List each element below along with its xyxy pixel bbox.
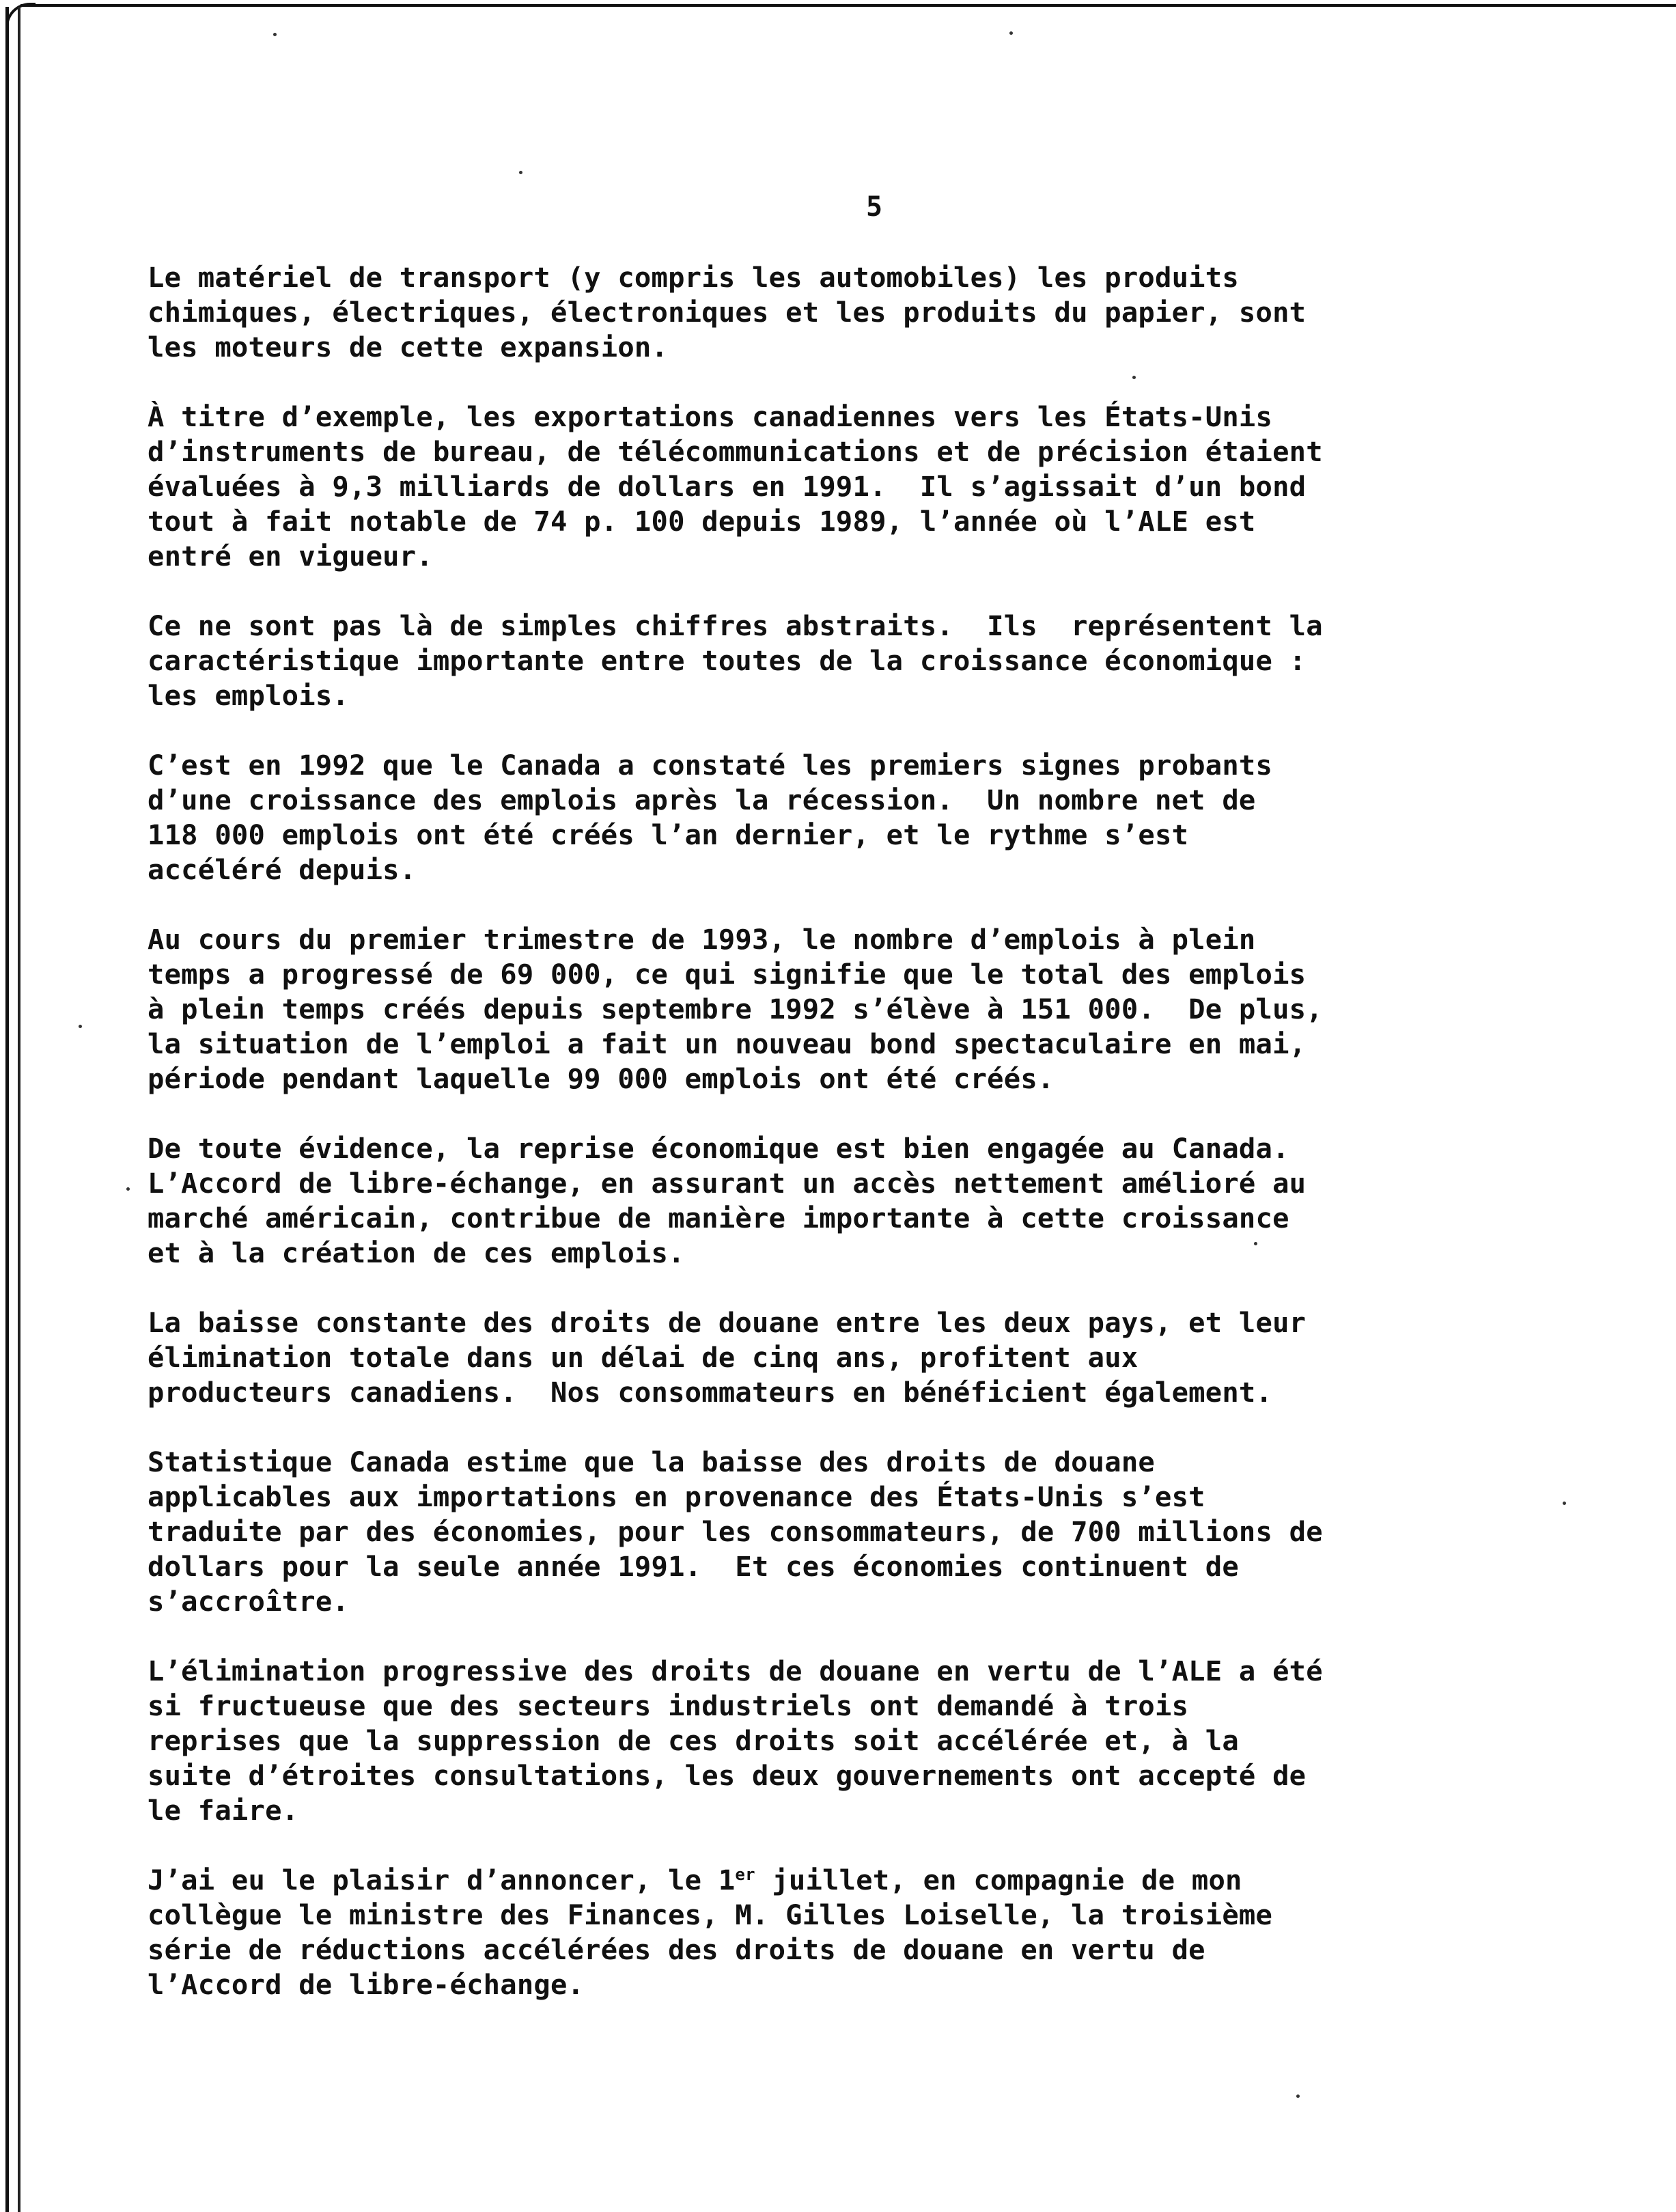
paragraph — [148, 609, 1636, 713]
scan-speck — [1009, 31, 1013, 35]
text-line: C’est en 1992 que le Canada a constaté les premiers signes probants — [148, 749, 1273, 782]
scan-border-left-outer — [5, 7, 9, 2212]
scan-speck — [1296, 2095, 1300, 2098]
paragraph — [148, 260, 1636, 365]
document-body — [148, 260, 1636, 2037]
text-line: À titre d’exemple, les exportations canadiennes vers les États-Unis — [148, 400, 1273, 433]
page-number: 5 — [866, 191, 883, 223]
text-line: le faire. — [148, 1794, 299, 1827]
paragraph — [148, 748, 1636, 887]
text-line — [148, 1863, 1636, 1898]
text-line: la situation de l’emploi a fait un nouveau bond spectaculaire en mai, — [148, 1027, 1307, 1060]
text-line: reprises que la suppression de ces droits soit accélérée et, à la — [148, 1724, 1239, 1757]
paragraph — [148, 1445, 1636, 1619]
text-line: les moteurs de cette expansion. — [148, 331, 669, 363]
text-line: entré en vigueur. — [148, 540, 433, 572]
text-line: si fructueuse que des secteurs industriels ont demandé à trois — [148, 1689, 1189, 1722]
text-line: période pendant laquelle 99 000 emplois ont été créés. — [148, 1062, 1055, 1095]
text-line: La baisse constante des droits de douane entre les deux pays, et leur — [148, 1306, 1307, 1339]
text-line: chimiques, électriques, électroniques et les produits du papier, sont — [148, 296, 1307, 329]
text-line: temps a progressé de 69 000, ce qui signifie que le total des emplois — [148, 958, 1307, 991]
text-line: marché américain, contribue de manière importante à cette croissance — [148, 1202, 1289, 1234]
scan-speck — [79, 1025, 82, 1028]
paragraph — [148, 1863, 1636, 2002]
text-line: traduite par des économies, pour les consommateurs, de 700 millions de — [148, 1515, 1323, 1548]
text-line: producteurs canadiens. Nos consommateurs en bénéficient également. — [148, 1376, 1273, 1409]
text-line: les emplois. — [148, 679, 349, 712]
text-segment: J’ai eu le plaisir d’annoncer, le 1 — [148, 1864, 736, 1896]
paragraph — [148, 1131, 1636, 1271]
scan-border-top — [20, 4, 1676, 7]
text-line: Le matériel de transport (y compris les automobiles) les produits — [148, 261, 1239, 294]
text-line: à plein temps créés depuis septembre 1992 s’élève à 151 000. De plus, — [148, 993, 1323, 1025]
text-line: 118 000 emplois ont été créés l’an dernier, et le rythme s’est — [148, 818, 1189, 851]
text-line: caractéristique importante entre toutes de la croissance économique : — [148, 644, 1307, 677]
scan-speck — [519, 171, 522, 174]
text-line: Ce ne sont pas là de simples chiffres abstraits. Ils représentent la — [148, 609, 1323, 642]
scan-speck — [126, 1187, 130, 1191]
text-line: applicables aux importations en provenance des États-Unis s’est — [148, 1480, 1205, 1513]
ordinal-superscript: er — [735, 1865, 755, 1884]
text-line: collègue le ministre des Finances, M. Gilles Loiselle, la troisième — [148, 1898, 1273, 1931]
text-line: élimination totale dans un délai de cinq ans, profitent aux — [148, 1341, 1139, 1374]
scan-border-left-inner — [18, 7, 20, 2212]
text-line: d’une croissance des emplois après la récession. Un nombre net de — [148, 784, 1256, 816]
text-line: dollars pour la seule année 1991. Et ces économies continuent de — [148, 1550, 1239, 1583]
text-segment: juillet, en compagnie de mon — [755, 1864, 1242, 1896]
text-line: L’élimination progressive des droits de douane en vertu de l’ALE a été — [148, 1655, 1323, 1687]
paragraph — [148, 1654, 1636, 1828]
text-line: s’accroître. — [148, 1585, 349, 1618]
paragraph — [148, 400, 1636, 574]
text-line: suite d’étroites consultations, les deux gouvernements ont accepté de — [148, 1759, 1307, 1792]
scan-border-corner — [5, 3, 36, 33]
text-line: De toute évidence, la reprise économique est bien engagée au Canada. — [148, 1132, 1289, 1165]
text-line: d’instruments de bureau, de télécommunications et de précision étaient — [148, 435, 1323, 468]
text-line: l’Accord de libre-échange. — [148, 1968, 585, 2001]
paragraph — [148, 1305, 1636, 1410]
text-line: accéléré depuis. — [148, 853, 417, 886]
paragraph — [148, 922, 1636, 1096]
text-line: L’Accord de libre-échange, en assurant un accès nettement amélioré au — [148, 1167, 1307, 1200]
text-line: série de réductions accélérées des droits de douane en vertu de — [148, 1933, 1205, 1966]
text-line: évaluées à 9,3 milliards de dollars en 1991. Il s’agissait d’un bond — [148, 470, 1307, 503]
text-line: Au cours du premier trimestre de 1993, le nombre d’emplois à plein — [148, 923, 1256, 956]
scan-speck — [273, 33, 277, 36]
text-line: Statistique Canada estime que la baisse des droits de douane — [148, 1446, 1155, 1478]
text-line: tout à fait notable de 74 p. 100 depuis 1989, l’année où l’ALE est — [148, 505, 1256, 538]
text-line: et à la création de ces emplois. — [148, 1236, 685, 1269]
